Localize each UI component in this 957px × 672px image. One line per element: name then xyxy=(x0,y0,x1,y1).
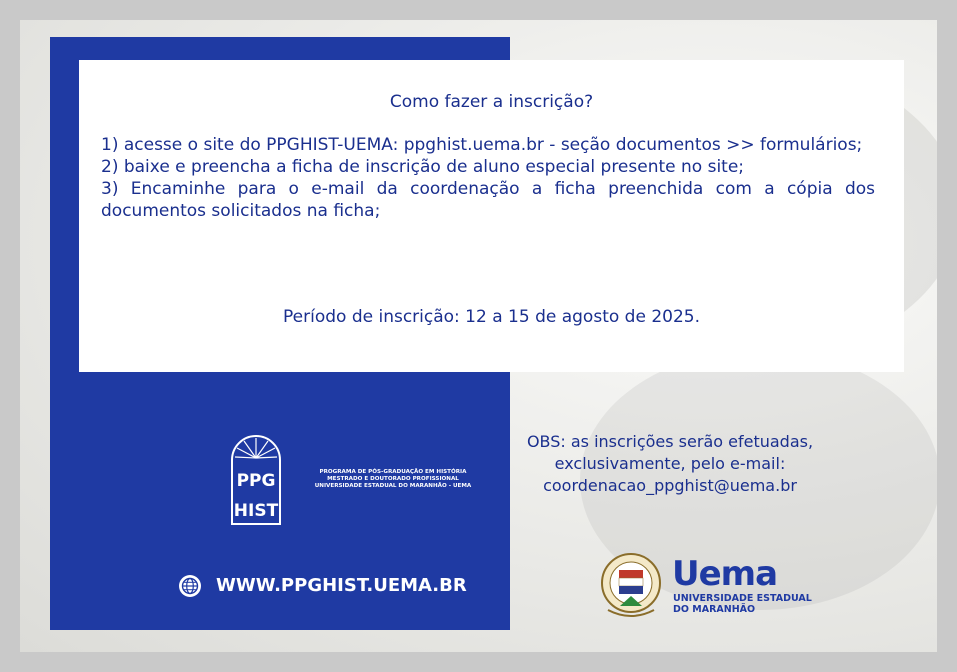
ppghist-logo xyxy=(230,430,282,526)
obs-email[interactable]: coordenacao_ppghist@uema.br xyxy=(543,476,797,495)
obs-line-1: OBS: as inscrições serão efetuadas, xyxy=(526,432,814,451)
ppghist-logo-text: PPG xyxy=(236,471,276,491)
ppghist-logo-text-2: HIST xyxy=(233,501,279,521)
uema-subtitle-1: UNIVERSIDADE ESTADUAL xyxy=(673,593,812,604)
instructions-card xyxy=(79,60,904,372)
program-name xyxy=(288,469,498,490)
step-1: 1) acesse o site do PPGHIST-UEMA: ppghist.uema.br - seção documentos >> formulários; xyxy=(101,135,863,155)
card-title: Como fazer a inscrição? xyxy=(389,92,594,112)
program-line-1: PROGRAMA DE PÓS-GRADUAÇÃO EM HISTÓRIA xyxy=(319,469,467,475)
uema-subtitle-2: DO MARANHÃO xyxy=(673,604,756,615)
uema-logo-wordmark: Uema xyxy=(672,554,778,594)
steps-list xyxy=(101,134,875,222)
uema-subtitle xyxy=(673,593,823,615)
registration-period: Período de inscrição: 12 a 15 de agosto de 2025. xyxy=(283,307,700,327)
website-link[interactable]: WWW.PPGHIST.UEMA.BR xyxy=(216,575,467,596)
program-line-2: MESTRADO E DOUTORADO PROFISSIONAL xyxy=(327,476,459,482)
obs-line-2: exclusivamente, pelo e-mail: xyxy=(554,454,786,473)
obs-note xyxy=(520,431,820,497)
uema-seal xyxy=(600,550,662,620)
step-3: 3) Encaminhe para o e-mail da coordenação a ficha preenchida com a cópia dos documentos solicitados na ficha; xyxy=(101,179,875,221)
step-2: 2) baixe e preencha a ficha de inscrição de aluno especial presente no site; xyxy=(101,157,745,177)
program-line-3: UNIVERSIDADE ESTADUAL DO MARANHÃO - UEMA xyxy=(314,483,472,489)
globe-icon xyxy=(178,574,202,598)
